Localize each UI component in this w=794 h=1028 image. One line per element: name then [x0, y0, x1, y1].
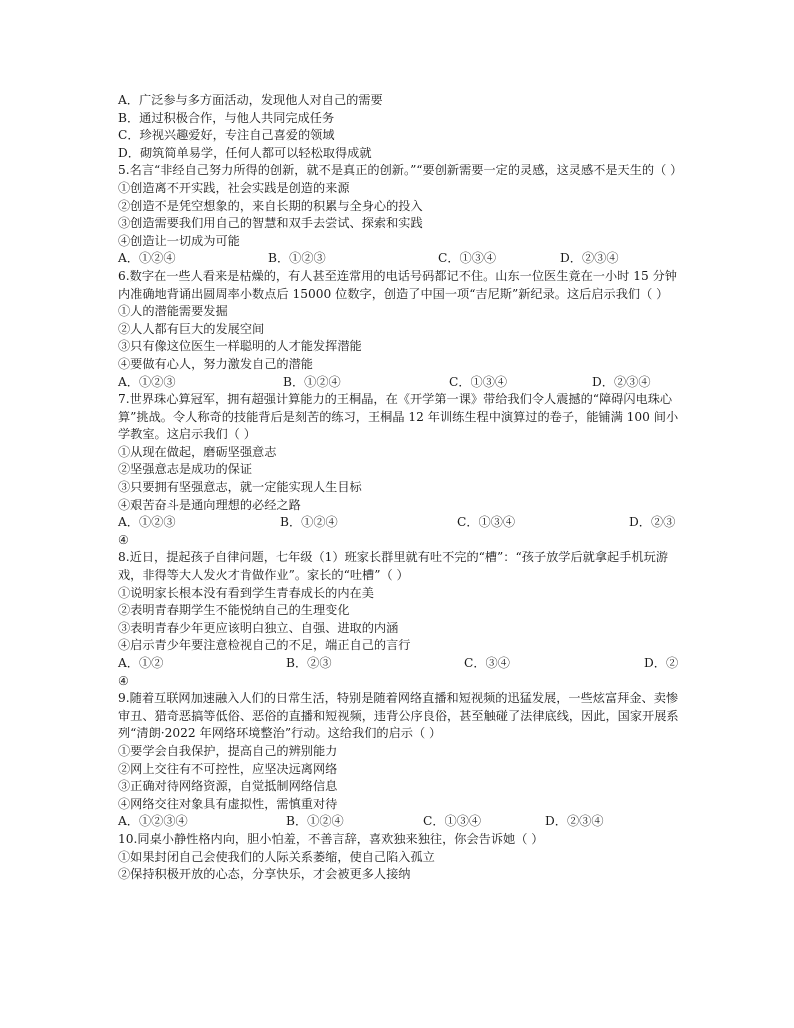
statement-4: ④创造让一切成为可能 [118, 233, 240, 248]
statement-2: ②保持积极开放的心态，分享快乐，才会被更多人接纳 [118, 867, 411, 882]
question-6 [118, 268, 684, 391]
question-10 [118, 831, 684, 884]
choice-a: A．①②③ [118, 374, 176, 389]
statement-3: ③创造需要我们用自己的智慧和双手去尝试、探索和实践 [118, 216, 423, 231]
answer-choices [118, 655, 684, 673]
statement-1: ①创造离不开实践，社会实践是创造的来源 [118, 180, 350, 195]
choice-d: D．②③④ [560, 251, 619, 266]
choice-c: C．①③④ [438, 251, 497, 266]
choice-a: A．①② [118, 656, 164, 670]
option-a: A．广泛参与多方面活动，发现他人对自己的需要 [118, 93, 383, 107]
choice-b: B．②③ [286, 656, 332, 670]
choice-a: A．①②③④ [118, 814, 188, 829]
statement-1: ①说明家长根本没有看到学生青春成长的内在美 [118, 585, 374, 600]
question-7 [118, 391, 684, 549]
statement-2: ②人人都有巨大的发展空间 [118, 321, 265, 336]
statement-3: ③表明青春少年更应该明白独立、自强、进取的内涵 [118, 620, 399, 635]
statement-2: ②网上交往有不可控性，应坚决远离网络 [118, 761, 338, 776]
question-stem: 6.数字在一些人看来是枯燥的，有人甚至连常用的电话号码都记不住。山东一位医生竟在一小时 15 分钟内准确地背诵出圆周率小数点后 15000 位数字，创造了中国一项“吉尼斯”新纪录。这后启示我们（ ） [118, 268, 677, 301]
choice-a: A．①②④ [118, 251, 176, 266]
choice-a: A．①②③ [118, 515, 176, 530]
question-stem: 5.名言“非经自己努力所得的创新，就不是真正的创新。”“要创新需要一定的灵感，这灵感不是天生的（ ） [118, 163, 683, 178]
statement-4: ④要做有心人，努力激发自己的潜能 [118, 356, 313, 371]
question-stem: 7.世界珠心算冠军，拥有超强计算能力的王桐晶，在《开学第一课》带给我们令人震撼的“障碍闪电珠心算”挑战。令人称奇的技能背后是刻苦的练习，王桐晶 12 年训练生程中演算过的卷子，能铺满 100 间小学教室。这启示我们（ ） [118, 392, 679, 442]
option-b: B．通过积极合作，与他人共同完成任务 [118, 110, 335, 125]
answer-choices [118, 374, 684, 392]
choice-d-continued: ④ [118, 532, 129, 547]
choice-b: B．①②④ [286, 814, 344, 829]
answer-choices [118, 514, 684, 532]
question-5 [118, 162, 684, 268]
question-9 [118, 690, 684, 831]
statement-4: ④艰苦奋斗是通向理想的必经之路 [118, 497, 301, 512]
option-c: C．珍视兴趣爱好，专注自己喜爱的领域 [118, 128, 335, 143]
question-stem: 8.近日，提起孩子自律问题，七年级（1）班家长群里就有吐不完的“槽”：“孩子放学后就拿起手机玩游戏，非得等大人发火才肯做作业”。家长的“吐槽”（ ） [118, 550, 668, 583]
choice-b: B．①②③ [268, 251, 326, 266]
answer-choices [118, 250, 684, 268]
statement-4: ④网络交往对象具有虚拟性，需慎重对待 [118, 796, 338, 811]
statement-3: ③只有像这位医生一样聪明的人才能发挥潜能 [118, 339, 362, 354]
statement-2: ②创造不是凭空想象的，来自长期的积累与全身心的投入 [118, 198, 423, 213]
answer-choices [118, 813, 684, 831]
statement-1: ①人的潜能需要发掘 [118, 304, 228, 319]
question-list [118, 92, 684, 884]
choice-b: B．①②④ [280, 515, 338, 530]
choice-c: C．③④ [464, 656, 510, 670]
choice-c: C．①③④ [457, 515, 516, 530]
statement-1: ①如果封闭自己会使我们的人际关系萎缩，使自己陷入孤立 [118, 849, 435, 864]
choice-d: D．② [644, 656, 679, 670]
option-d: D．砌筑简单易学，任何人都可以轻松取得成就 [118, 145, 372, 160]
statement-3: ③只要拥有坚强意志，就一定能实现人生目标 [118, 480, 362, 495]
statement-1: ①要学会自我保护，提高自己的辨别能力 [118, 743, 338, 758]
choice-d: D．②③④ [545, 814, 604, 829]
statement-3: ③正确对待网络资源，自觉抵制网络信息 [118, 779, 338, 794]
choice-d: D．②③ [629, 515, 676, 530]
statement-2: ②坚强意志是成功的保证 [118, 462, 253, 477]
question-8 [118, 549, 684, 690]
choice-c: C．①③④ [423, 814, 482, 829]
question-stem: 10.同桌小静性格内向，胆小怕羞，不善言辞，喜欢独来独往，你会告诉她（ ） [118, 831, 544, 846]
choice-d-continued: ④ [118, 673, 129, 688]
choice-d: D．②③④ [592, 374, 651, 389]
question-4-options [118, 92, 684, 162]
question-stem: 9.随着互联网加速融入人们的日常生活，特别是随着网络直播和短视频的迅猛发展，一些炫富拜金、卖惨审丑、猎奇恶搞等低俗、恶俗的直播和短视频，违背公序良俗，甚至触碰了法律底线，因此，国家开展系列“清朗·2022 年网络环境整治”行动。这给我们的启示（ ） [118, 691, 679, 741]
statement-1: ①从现在做起，磨砺坚强意志 [118, 444, 277, 459]
statement-2: ②表明青春期学生不能悦纳自己的生理变化 [118, 603, 350, 618]
choice-b: B．①②④ [283, 374, 341, 389]
choice-c: C．①③④ [449, 374, 508, 389]
statement-4: ④启示青少年要注意检视自己的不足，端正自己的言行 [118, 638, 411, 653]
